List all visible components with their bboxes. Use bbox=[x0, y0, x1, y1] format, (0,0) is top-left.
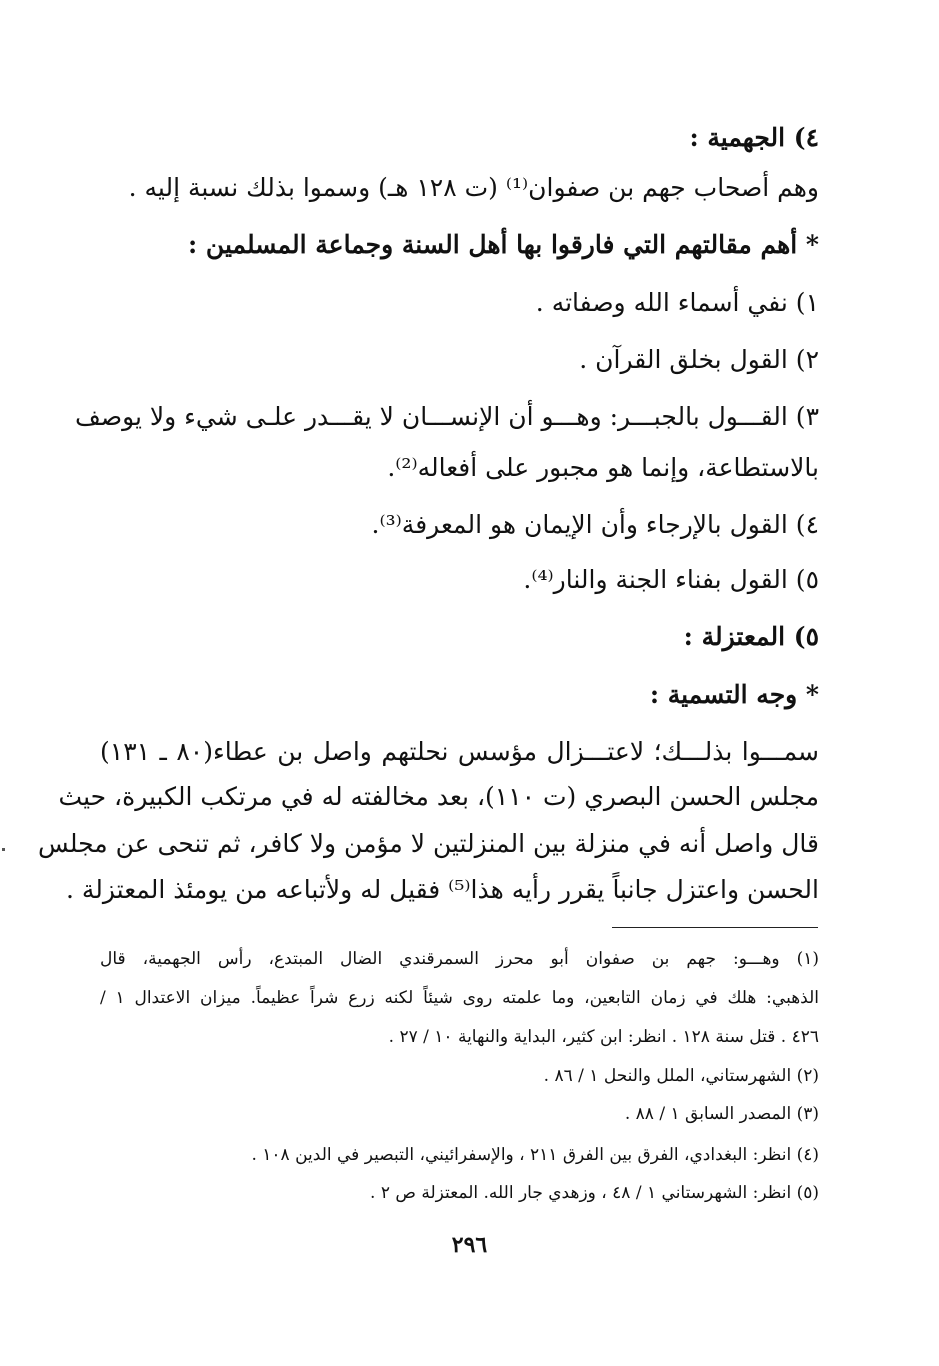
list-item-continuation: بالاستطاعة، وإنما هو مجبور على أفعاله⁽²⁾. bbox=[387, 453, 819, 482]
footnote-line: (٥) انظر: الشهرستاني ١ / ٤٨ ، وزهدي جار الله. المعتزلة ص ٢ . bbox=[370, 1183, 819, 1203]
body-line: قال واصل أنه في منزلة بين المنزلتين لا مؤمن ولا كافر، ثم تنحى عن مجلس bbox=[38, 829, 819, 858]
footnote-line: (١) وهـــو: جهم بن صفوان أبو محرز السمرقندي الضال المبتدع، رأس الجهمية، قال bbox=[100, 949, 819, 969]
scan-mark bbox=[2, 848, 5, 851]
page-number: ٢٩٦ bbox=[451, 1232, 488, 1258]
body-line: سمـــوا بذلـــك؛ لاعتـــزال مؤسس نحلتهم واصل بن عطاء(٨٠ ـ ١٣١) bbox=[100, 737, 819, 766]
footnote-separator bbox=[612, 927, 818, 928]
body-line: مجلس الحسن البصري (ت ١١٠)، بعد مخالفته له في مرتكب الكبيرة، حيث bbox=[58, 782, 819, 811]
footnote-line: (٣) المصدر السابق ١ / ٨٨ . bbox=[624, 1104, 819, 1124]
list-item: ٣) القـــول بالجبـــر: وهـــو أن الإنســـان لا يقـــدر علـى شيء ولا يوصف bbox=[74, 402, 819, 431]
body-line: الحسن واعتزل جانباً يقرر رأيه هذا⁽⁵⁾ فقيل له ولأتباعه من يومئذ المعتزلة . bbox=[65, 875, 819, 904]
footnote-line: الذهبي: هلك في زمان التابعين، وما علمته روى شيئاً لكنه زرع شراً عظيماً. ميزان الاعتدال ١ / bbox=[100, 988, 819, 1008]
section-heading-jahmiyya: ٤) الجهمية : bbox=[689, 123, 819, 152]
subheading-main-doctrines: * أهم مقالتهم التي فارقوا بها أهل السنة وجماعة المسلمين : bbox=[188, 230, 819, 259]
list-item: ٢) القول بخلق القرآن . bbox=[579, 345, 819, 374]
subheading-naming: * وجه التسمية : bbox=[649, 680, 819, 709]
footnote-line: (٤) انظر: البغدادي، الفرق بين الفرق ٢١١ ، والإسفرائيني، التبصير في الدين ١٠٨ . bbox=[251, 1145, 819, 1165]
section-heading-mutazila: ٥) المعتزلة : bbox=[683, 622, 819, 651]
footnote-line: ٤٢٦ . قتل سنة ١٢٨ . انظر: ابن كثير، البداية والنهاية ١٠ / ٢٧ . bbox=[388, 1027, 819, 1047]
list-item: ١) نفي أسماء الله وصفاته . bbox=[535, 288, 819, 317]
body-line: وهم أصحاب جهم بن صفوان⁽¹⁾ (ت ١٢٨ هـ) وسموا بذلك نسبة إليه . bbox=[128, 173, 819, 202]
footnote-line: (٢) الشهرستاني، الملل والنحل ١ / ٨٦ . bbox=[543, 1066, 819, 1086]
list-item: ٤) القول بالإرجاء وأن الإيمان هو المعرفة⁽³⁾. bbox=[371, 510, 819, 539]
list-item: ٥) القول بفناء الجنة والنار⁽⁴⁾. bbox=[523, 565, 819, 594]
